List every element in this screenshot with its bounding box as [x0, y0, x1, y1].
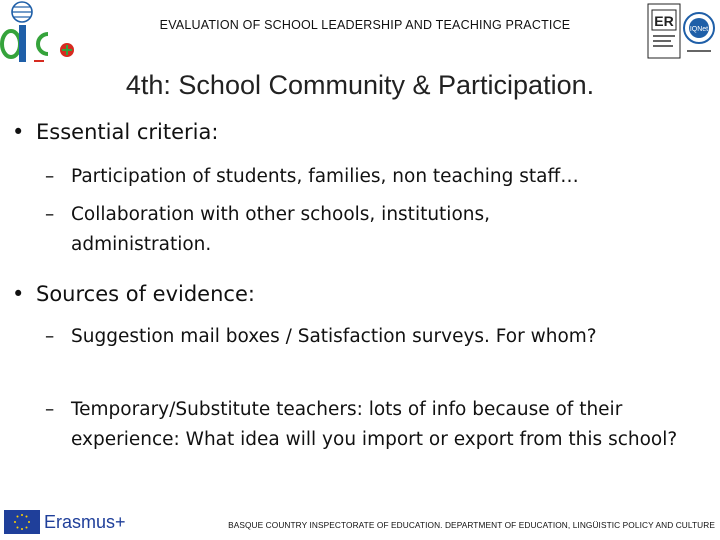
globe-icon	[12, 2, 32, 22]
organization-logo	[0, 0, 90, 66]
bullet-icon: •	[12, 282, 25, 306]
eu-flag-icon	[4, 510, 40, 534]
dash-icon: –	[45, 166, 55, 187]
slide-title: 4th: School Community & Participation.	[125, 70, 595, 100]
bullet-icon: •	[12, 120, 25, 144]
dash-icon: –	[45, 399, 55, 420]
iqnet-certification-logo	[681, 2, 717, 60]
section-heading-essential-criteria: • Essential criteria:	[12, 120, 219, 144]
section-heading-sources-of-evidence: • Sources of evidence:	[12, 282, 255, 306]
dash-icon: –	[45, 204, 55, 225]
iqnet-text: IQNet	[689, 26, 709, 33]
er-text: ER	[654, 13, 674, 29]
dash-icon: –	[45, 326, 55, 347]
er-certification-logo	[646, 2, 682, 60]
header-title: EVALUATION OF SCHOOL LEADERSHIP AND TEACHING PRACTICE	[159, 18, 571, 32]
footer-text: BASQUE COUNTRY INSPECTORATE OF EDUCATION. DEPARTMENT OF EDUCATION, LINGÜISTIC POLICY AND CULTURE	[228, 520, 715, 530]
erasmus-label: Erasmus+	[44, 512, 126, 532]
